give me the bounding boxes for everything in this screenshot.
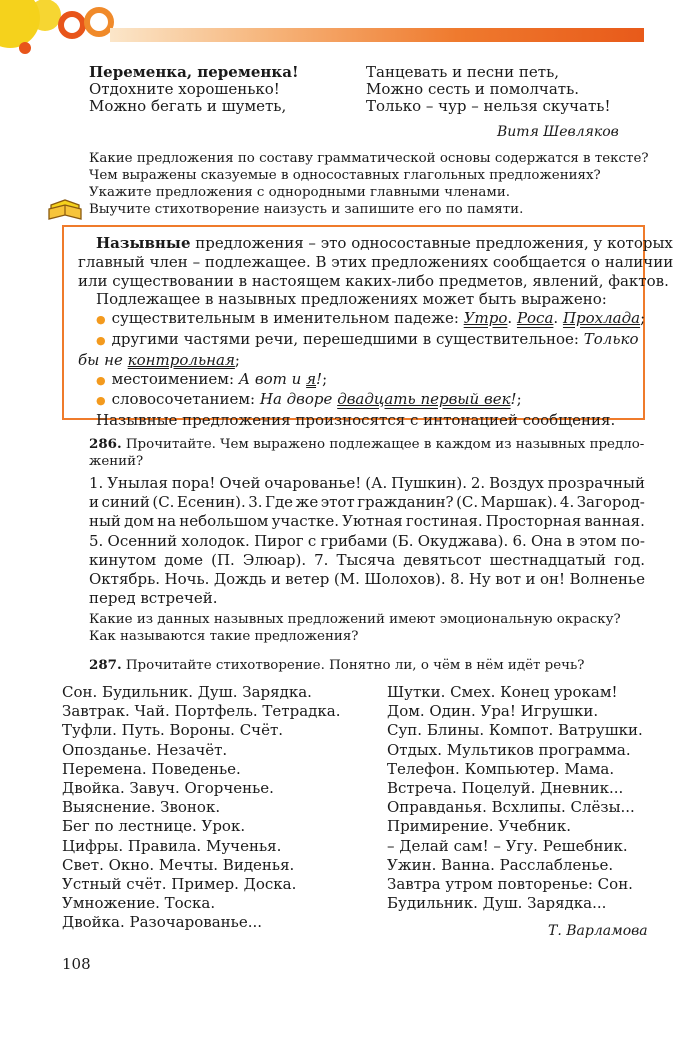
exercise-task: Прочитайте. Чем выражено подлежащее в каждом из назывных предло-: [121, 437, 645, 452]
rule-text: предложения – это односоставные предложения, у которых: [190, 234, 673, 252]
poem-top-left: [89, 64, 359, 115]
poem-line: Танцевать и песни петь,: [366, 63, 560, 81]
poem-line: Свет. Окно. Мечты. Виденья.: [62, 855, 295, 874]
text-line: и синий (С. Есенин). 3. Где же этот гражданин? (С. Маршак). 4. Загород-: [89, 493, 645, 512]
exercise-number: 287.: [89, 657, 122, 673]
poem-line: Завтра утром повторенье: Сон.: [387, 875, 633, 894]
example-word: я: [306, 369, 317, 388]
poem-line: Встреча. Поцелуй. Дневник...: [387, 779, 624, 798]
poem-right-column: [387, 683, 643, 913]
example-word: А вот и: [238, 369, 307, 388]
question: Чем выражены сказуемые в односоставных глагольных предложениях?: [89, 168, 601, 183]
questions-top: [89, 150, 649, 218]
poem-line: Суп. Блины. Компот. Ватрушки.: [387, 721, 643, 740]
exercise-286-task: [89, 436, 645, 470]
question: Какие предложения по составу грамматической основы содержатся в тексте?: [89, 151, 649, 166]
question: Как называются такие предложения?: [89, 629, 359, 644]
bullet-icon: ●: [96, 313, 106, 327]
open-book-icon: [47, 197, 83, 221]
poem-line: Сон. Будильник. Душ. Зарядка.: [62, 683, 312, 701]
poem-author: Т. Варламова: [548, 923, 648, 939]
poem-line: Опозданье. Незачёт.: [62, 740, 228, 759]
exercise-task: жений?: [89, 454, 144, 469]
poem-top-right: [366, 64, 646, 115]
poem-line: Бег по лестнице. Урок.: [62, 817, 246, 836]
text-line: 5. Осенний холодок. Пирог с грибами (Б. Окуджава). 6. Она в этом по-: [89, 531, 645, 550]
rule-bullet-text: местоимением:: [111, 369, 239, 388]
poem-line: Завтрак. Чай. Портфель. Тетрадка.: [62, 702, 341, 721]
example-word: Только: [583, 329, 639, 348]
poem-line: Выяснение. Звонок.: [62, 798, 221, 817]
poem-line: Перемена. Поведенье.: [62, 759, 241, 778]
rule-text: Подлежащее в назывных предложениях может быть выражено:: [96, 290, 607, 309]
exercise-task: Прочитайте стихотворение. Понятно ли, о чём в нём идёт речь?: [121, 658, 585, 673]
poem-line: Примирение. Учебник.: [387, 817, 572, 836]
poem-line: Отдых. Мультиков программа.: [387, 740, 631, 759]
text-line: 1. Унылая пора! Очей очарованье! (А. Пушкин). 2. Воздух прозрачный: [89, 474, 645, 492]
poem-line: Ужин. Ванна. Расслабленье.: [387, 855, 614, 874]
poem-line: Умножение. Тоска.: [62, 894, 216, 913]
example-word: На дворе: [259, 390, 338, 409]
rule-bullet-text: существительным в именительном падеже:: [111, 309, 464, 328]
question: Укажите предложения с однородными главными членами.: [89, 185, 511, 200]
text-line: ный дом на небольшом участке. Уютная гостиная. Просторная ванная.: [89, 512, 645, 531]
example-word: Роса: [516, 309, 554, 328]
poem-line: Можно сесть и помолчать.: [366, 80, 580, 98]
poem-line: Устный счёт. Пример. Доска.: [62, 875, 297, 894]
poem-line: Шутки. Смех. Конец урокам!: [387, 683, 618, 701]
rule-bullet-text: другими частями речи, перешедшими в существительное:: [111, 329, 584, 348]
exercise-286-text: [89, 474, 645, 608]
poem-line: Отдохните хорошенько!: [89, 80, 280, 98]
poem-line: Будильник. Душ. Зарядка...: [387, 894, 607, 913]
exercise-286-questions: [89, 611, 649, 645]
exercise-287-task: [89, 657, 645, 674]
rule-text: Назывные предложения произносятся с интонацией сообщения.: [96, 411, 616, 430]
page-number: 108: [62, 955, 91, 973]
bullet-icon: ●: [96, 333, 106, 347]
example-word: контрольная: [127, 350, 235, 369]
poem-line: Переменка, переменка!: [89, 63, 299, 81]
poem-line: Дом. Один. Ура! Игрушки.: [387, 702, 599, 721]
question: Выучите стихотворение наизусть и запишите его по памяти.: [89, 202, 524, 217]
text-line: перед встречей.: [89, 589, 218, 608]
bullet-icon: ●: [96, 394, 106, 408]
poem-line: Цифры. Правила. Мученья.: [62, 836, 282, 855]
bullet-icon: ●: [96, 373, 106, 387]
header-stripe: [110, 28, 644, 42]
example-word: Утро: [463, 309, 508, 328]
rule-text: главный член – подлежащее. В этих предложениях сообщается о наличии: [78, 252, 674, 271]
poem-line: – Делай сам! – Угу. Решебник.: [387, 836, 628, 855]
example-word: двадцать первый век: [337, 390, 511, 409]
rule-bullet-text: словосочетанием:: [111, 390, 260, 409]
poem-line: Телефон. Компьютер. Мама.: [387, 759, 615, 778]
poem-line: Только – чур – нельзя скучать!: [366, 97, 611, 115]
poem-line: Туфли. Путь. Вороны. Счёт.: [62, 721, 284, 740]
poem-line: Оправданья. Всхлипы. Слёзы...: [387, 798, 635, 817]
rule-term: Назывные: [96, 234, 191, 252]
poem-line: Двойка. Завуч. Огорченье.: [62, 779, 274, 798]
poem-author: Витя Шевляков: [497, 124, 619, 140]
rule-box: Назывные предложения – это односоставные предложения, у которых главный член – подлежащее. В этих предложениях сообщается о наличии или существовании в настоящем каких-либо предметов, явлений, фактов. Подлежащее в назывных предложениях может быть выражено: ● существительным в именительном падеже: Утро. Роса. Прохлада; ● другими частями речи, перешедшими в существительное: Только бы не контрольная; ● местоимением: А вот и я!; ● словосочетанием: На дворе двадцать первый век!; Назывные предложения произносятся с интонацией сообщения.: [62, 225, 645, 420]
exercise-number: 286.: [89, 436, 122, 452]
rule-text: или существовании в настоящем каких-либо предметов, явлений, фактов.: [78, 271, 669, 290]
example-word: бы не: [78, 350, 128, 369]
question: Какие из данных назывных предложений имеют эмоциональную окраску?: [89, 612, 621, 627]
poem-left-column: [62, 683, 340, 933]
text-line: Октябрь. Ночь. Дождь и ветер (М. Шолохов). 8. Ну вот и он! Волненье: [89, 570, 645, 589]
poem-line: Двойка. Разочарованье...: [62, 913, 262, 932]
text-line: кинутом доме (П. Элюар). 7. Тысяча девятьсот шестнадцатый год.: [89, 550, 645, 569]
poem-line: Можно бегать и шуметь,: [89, 97, 287, 115]
example-word: Прохлада: [562, 309, 641, 328]
